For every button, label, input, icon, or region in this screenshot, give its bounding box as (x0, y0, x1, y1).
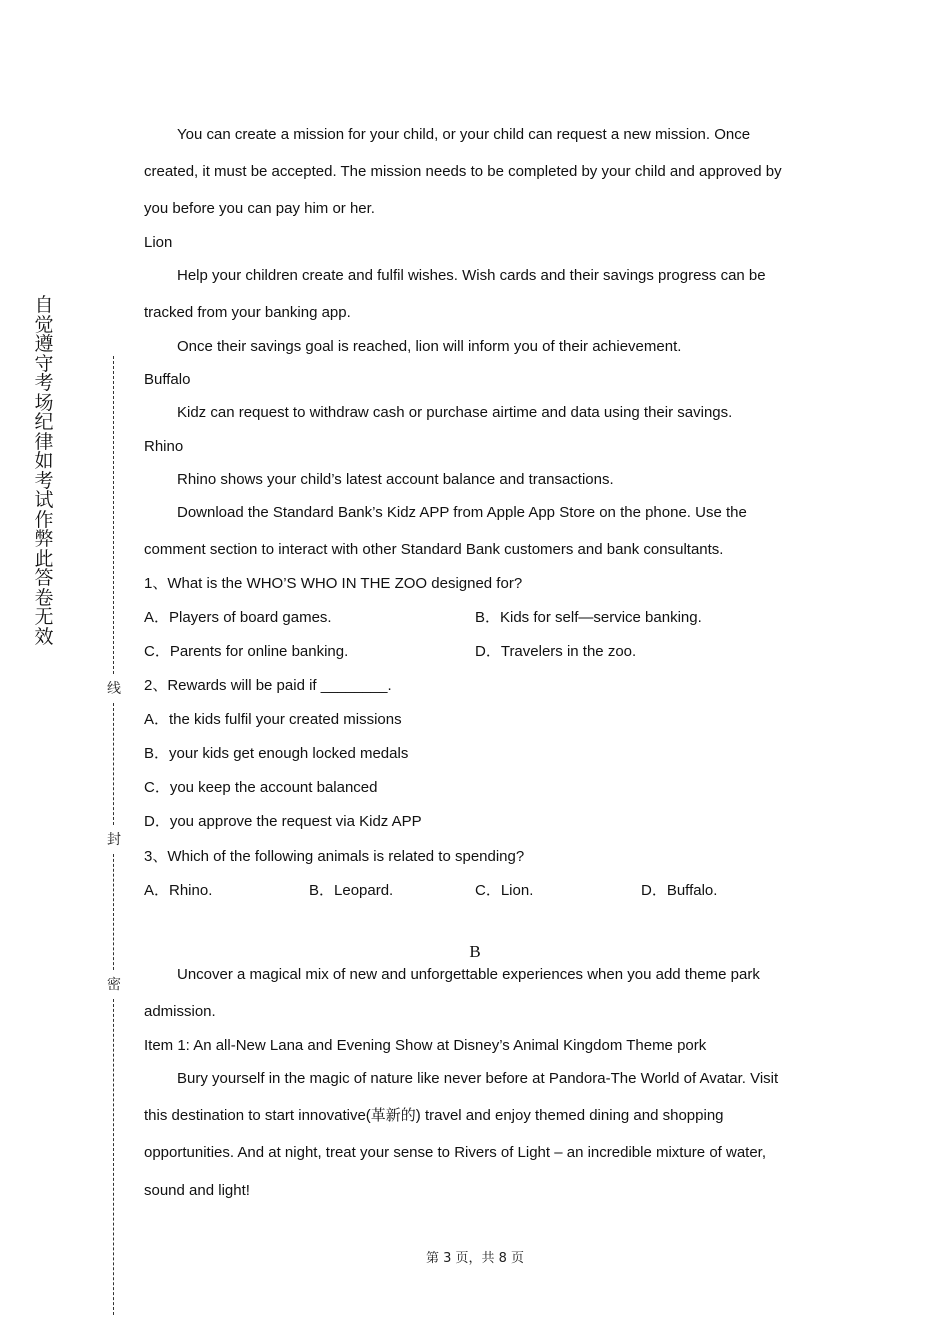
cut-line-segment (113, 356, 114, 674)
question-stem: 3、Which of the following animals is related to spending? (144, 848, 525, 865)
section-heading-lion: Lion (144, 234, 173, 251)
paragraph-line: Download the Standard Bank’s Kidz APP from Apple App Store on the phone. Use the (177, 504, 747, 521)
answer-option: A．Players of board games. (144, 609, 332, 626)
paragraph-line: comment section to interact with other Standard Bank customers and bank consultants. (144, 541, 724, 558)
paragraph-line: created, it must be accepted. The mission needs to be completed by your child and approved by (144, 163, 782, 180)
seal-mark-line: 线 (107, 681, 121, 697)
answer-option: A．the kids fulfil your created missions (144, 711, 402, 728)
paragraph-line: this destination to start innovative(革新的) travel and enjoy themed dining and shopping (144, 1107, 724, 1124)
answer-option: C．Lion. (475, 882, 534, 899)
paragraph-line: tracked from your banking app. (144, 304, 351, 321)
question-stem: 1、What is the WHO’S WHO IN THE ZOO designed for? (144, 575, 523, 592)
answer-option: D．Buffalo. (641, 882, 718, 899)
paragraph-line: you before you can pay him or her. (144, 200, 375, 217)
seal-mark-secret: 密 (107, 977, 121, 993)
paragraph-line: Help your children create and fulfil wishes. Wish cards and their savings progress can be (177, 267, 766, 284)
page-number: 第 3 页，共 8 页 (425, 1251, 525, 1266)
answer-option: A．Rhino. (144, 882, 213, 899)
cut-line-segment (113, 703, 114, 825)
answer-option: B．Leopard. (309, 882, 394, 899)
paragraph-line: Kidz can request to withdraw cash or purchase airtime and data using their savings. (177, 404, 733, 421)
paragraph-line: Rhino shows your child’s latest account balance and transactions. (177, 471, 614, 488)
section-heading-buffalo: Buffalo (144, 371, 191, 388)
answer-option: D．you approve the request via Kidz APP (144, 813, 422, 830)
paragraph-line: sound and light! (144, 1182, 250, 1199)
answer-option: B．Kids for self—service banking. (475, 609, 702, 626)
paragraph-line: Uncover a magical mix of new and unforgettable experiences when you add theme park (177, 966, 760, 983)
paragraph-line: opportunities. And at night, treat your sense to Rivers of Light – an incredible mixture of water, (144, 1144, 767, 1161)
answer-option: D．Travelers in the zoo. (475, 643, 637, 660)
binding-margin (0, 0, 140, 1344)
seal-mark-seal: 封 (107, 832, 121, 848)
answer-option: B．your kids get enough locked medals (144, 745, 409, 762)
exam-discipline-warning: 自觉遵守考场纪律如考试作弊此答卷无效 (34, 294, 54, 648)
answer-option: C．you keep the account balanced (144, 779, 378, 796)
passage-b-title: B (469, 942, 481, 961)
item-heading: Item 1: An all-New Lana and Evening Show at Disney’s Animal Kingdom Theme pork (144, 1037, 707, 1054)
question-stem: 2、Rewards will be paid if ________. (144, 677, 392, 694)
cut-line-segment (113, 999, 114, 1315)
paragraph-line: Once their savings goal is reached, lion will inform you of their achievement. (177, 338, 682, 355)
section-heading-rhino: Rhino (144, 438, 184, 455)
answer-option: C．Parents for online banking. (144, 643, 349, 660)
paragraph-line: admission. (144, 1003, 216, 1020)
paragraph-line: Bury yourself in the magic of nature like never before at Pandora-The World of Avatar. Visit (177, 1070, 779, 1087)
paragraph-line: You can create a mission for your child, or your child can request a new mission. Once (177, 126, 751, 143)
